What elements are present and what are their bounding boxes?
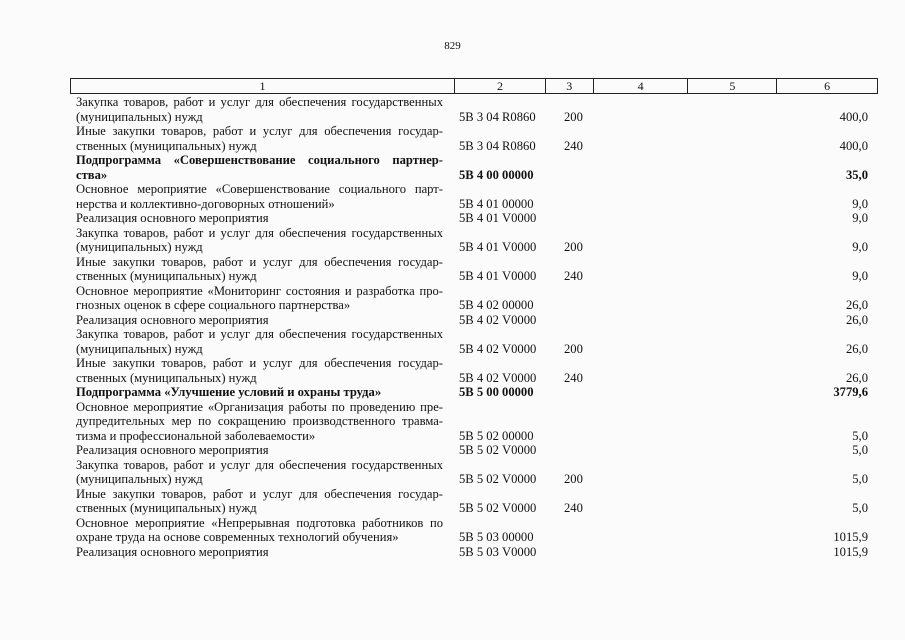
row-code: 5В 5 02 V0000: [459, 501, 537, 515]
table-row: [0, 313, 905, 328]
row-name-line: Реализация основного мероприятия: [76, 544, 269, 559]
row-name: [76, 516, 443, 545]
table-row: [0, 124, 905, 153]
row-code: 5В 5 00 00000: [459, 385, 534, 399]
row-name: [76, 95, 443, 124]
row-name-line: Подпрограмма «Совершенствование социального партнер-: [76, 153, 443, 167]
table-row: [0, 458, 905, 487]
row-name-line: тизма и профессиональной заболеваемости»: [76, 428, 316, 443]
row-amount: 5,0: [852, 501, 868, 515]
table-row: [0, 226, 905, 255]
row-expense-type: 200: [564, 472, 583, 486]
row-name-line: Основное мероприятие «Мониторинг состояния и разработка про-: [76, 283, 443, 298]
row-name-line: Закупка товаров, работ и услуг для обеспечения государственных: [76, 327, 443, 341]
row-name: [76, 182, 443, 211]
row-amount: 3779,6: [833, 385, 868, 399]
table-row: [0, 545, 905, 560]
row-expense-type: 200: [564, 341, 583, 356]
row-name: [76, 443, 443, 458]
table-row: [0, 487, 905, 516]
row-name: [76, 313, 443, 328]
row-amount: 400,0: [839, 138, 868, 153]
header-col-2: 2: [455, 79, 546, 93]
table-row: [0, 255, 905, 284]
row-code: 5В 4 02 00000: [459, 298, 534, 312]
table-row: [0, 182, 905, 211]
row-amount: 400,0: [839, 109, 868, 124]
header-col-3: 3: [546, 79, 594, 93]
row-code: 5В 4 01 00000: [459, 196, 534, 211]
row-code: 5В 3 04 R0860: [459, 138, 536, 153]
row-code: 5В 4 02 V0000: [459, 341, 537, 356]
row-name: [76, 211, 443, 226]
table-header: [70, 78, 878, 94]
row-amount: 35,0: [845, 167, 868, 182]
row-name-line: (муниципальных) нужд: [76, 109, 203, 124]
row-name: [76, 124, 443, 153]
row-name: [76, 458, 443, 487]
row-name-line: ственных (муниципальных) нужд: [76, 501, 257, 515]
row-name-line: Иные закупки товаров, работ и услуг для обеспечения государ-: [76, 486, 443, 501]
row-amount: 5,0: [852, 472, 868, 486]
row-name-line: Подпрограмма «Улучшение условий и охраны труда»: [76, 385, 382, 399]
row-name: [76, 284, 443, 313]
row-name: [76, 545, 443, 560]
row-code: 5В 4 01 V0000: [459, 240, 537, 254]
header-col-4: 4: [594, 79, 689, 93]
row-name-line: охране труда на основе современных технологий обучения»: [76, 530, 399, 544]
row-name: [76, 153, 443, 182]
table-row: [0, 356, 905, 385]
row-name-line: Закупка товаров, работ и услуг для обеспечения государственных: [76, 225, 443, 240]
row-amount: 9,0: [852, 240, 868, 254]
row-amount: 9,0: [852, 211, 868, 225]
row-expense-type: 240: [564, 370, 583, 385]
table-row: [0, 153, 905, 182]
table-row: [0, 516, 905, 545]
row-name-line: ственных (муниципальных) нужд: [76, 370, 257, 385]
row-code: 5В 5 02 00000: [459, 428, 534, 443]
row-name-line: Иные закупки товаров, работ и услуг для обеспечения государ-: [76, 124, 443, 138]
row-name: [76, 327, 443, 356]
table-row: [0, 95, 905, 124]
row-name-line: дупредительных мер по сокращению производственного травма-: [76, 414, 443, 428]
row-name: [76, 487, 443, 516]
row-amount: 26,0: [845, 312, 868, 327]
row-expense-type: 200: [564, 109, 583, 124]
row-name-line: Реализация основного мероприятия: [76, 211, 269, 225]
table-row: [0, 443, 905, 458]
row-name-line: Реализация основного мероприятия: [76, 312, 269, 327]
row-name: [76, 400, 443, 444]
row-name: [76, 255, 443, 284]
row-name-line: ственных (муниципальных) нужд: [76, 138, 257, 153]
row-code: 5В 5 02 V0000: [459, 472, 537, 486]
row-name-line: (муниципальных) нужд: [76, 341, 203, 356]
table-row: [0, 400, 905, 444]
row-code: 5В 4 02 V0000: [459, 312, 537, 327]
header-col-6: 6: [824, 79, 831, 93]
row-amount: 26,0: [845, 298, 868, 312]
row-code: 5В 5 03 00000: [459, 530, 534, 544]
row-amount: 26,0: [845, 341, 868, 356]
row-amount: 26,0: [845, 370, 868, 385]
header-col-1: 1: [71, 79, 455, 93]
row-expense-type: 240: [564, 138, 583, 153]
table-row: [0, 327, 905, 356]
row-code: 5В 4 02 V0000: [459, 370, 537, 385]
row-code: 5В 4 00 00000: [459, 167, 534, 182]
table-row: [0, 385, 905, 400]
row-name-line: Реализация основного мероприятия: [76, 443, 269, 457]
row-name-line: ства»: [76, 167, 108, 182]
row-expense-type: 240: [564, 269, 583, 283]
row-expense-type: 200: [564, 240, 583, 254]
row-name-line: (муниципальных) нужд: [76, 472, 203, 486]
row-code: 5В 5 02 V0000: [459, 443, 537, 457]
row-name-line: Основное мероприятие «Организация работы по проведению пре-: [76, 399, 443, 414]
row-name-line: Иные закупки товаров, работ и услуг для обеспечения государ-: [76, 356, 443, 370]
row-amount: 5,0: [852, 428, 868, 443]
row-amount: 9,0: [852, 269, 868, 283]
row-code: 5В 4 01 V0000: [459, 269, 537, 283]
row-code: 5В 5 03 V0000: [459, 544, 537, 559]
row-amount: 9,0: [852, 196, 868, 211]
row-expense-type: 240: [564, 501, 583, 515]
row-name: [76, 226, 443, 255]
row-amount: 1015,9: [833, 530, 868, 544]
row-name-line: Закупка товаров, работ и услуг для обеспечения государственных: [76, 457, 443, 472]
row-name: [76, 385, 443, 400]
row-name-line: гнозных оценок в сфере социального партнерства»: [76, 298, 351, 312]
row-name-line: Основное мероприятие «Совершенствование социального парт-: [76, 182, 443, 196]
row-name: [76, 356, 443, 385]
table-row: [0, 284, 905, 313]
row-name-line: нерства и коллективно-договорных отношений»: [76, 196, 335, 211]
row-amount: 5,0: [852, 443, 868, 457]
table-row: [0, 211, 905, 226]
page-number: 829: [444, 40, 461, 52]
header-col-5: 5: [688, 79, 777, 93]
row-code: 5В 3 04 R0860: [459, 109, 536, 124]
row-name-line: Иные закупки товаров, работ и услуг для обеспечения государ-: [76, 254, 443, 269]
row-code: 5В 4 01 V0000: [459, 211, 537, 225]
row-name-line: Закупка товаров, работ и услуг для обеспечения государственных: [76, 95, 443, 109]
row-name-line: ственных (муниципальных) нужд: [76, 269, 257, 283]
row-amount: 1015,9: [833, 544, 868, 559]
table-body: [0, 95, 905, 559]
row-name-line: (муниципальных) нужд: [76, 240, 203, 254]
row-name-line: Основное мероприятие «Непрерывная подготовка работников по: [76, 515, 443, 530]
